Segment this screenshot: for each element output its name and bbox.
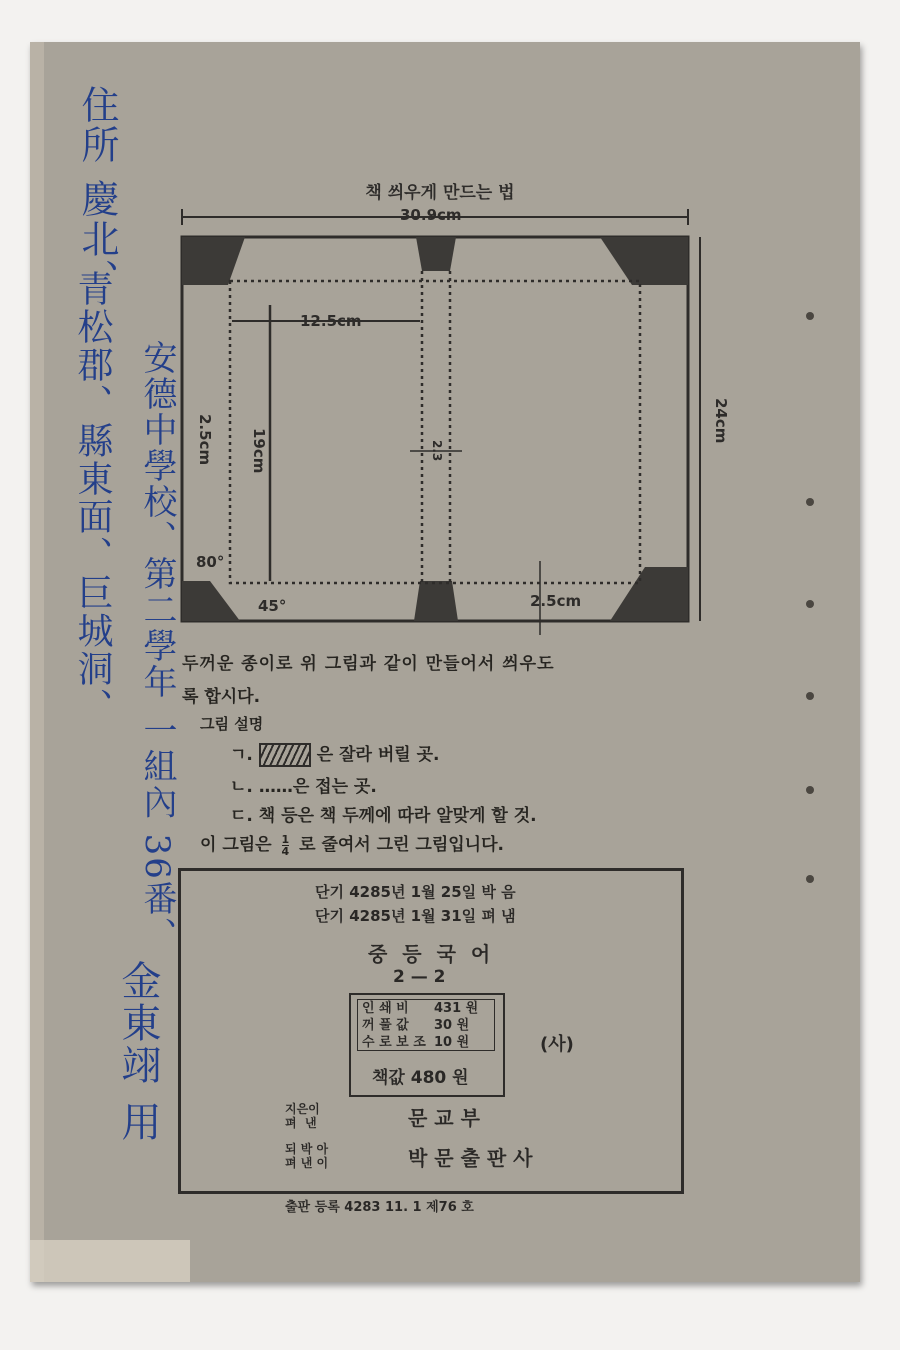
total-price: 책값 480 원	[372, 1068, 469, 1088]
legend-item-fold-text: ……은 접는 곳.	[258, 777, 377, 797]
print-date: 단기 4285년 1월 25일 박 음	[315, 883, 516, 901]
legend-item-cut-text: 은 잘라 버릴 곳.	[316, 745, 440, 765]
cover-left-edge	[30, 42, 44, 1282]
margin-bottom-label: 2.5cm	[530, 592, 582, 610]
instruction-line-1: 두꺼운 종이로 위 그림과 같이 만들어서 씌우도	[182, 654, 555, 674]
scale-note-suffix: 로 줄여서 그린 그림입니다.	[299, 835, 504, 855]
diagram-title: 책 씌우게 만드는 법	[365, 183, 515, 203]
handwriting-address-2: 青松郡、縣東面、巨城洞、	[72, 270, 113, 726]
instruction-line-2: 록 합시다.	[182, 687, 261, 707]
margin-left-label: 2.5cm	[196, 414, 214, 466]
binding-hole	[806, 600, 814, 608]
cut-region	[610, 567, 688, 621]
binding-hole	[806, 498, 814, 506]
scale-numerator: 1	[281, 832, 290, 846]
book-cover-diagram	[170, 195, 730, 645]
author: 문 교 부	[408, 1106, 480, 1130]
price-subsidy-value: 10 원	[434, 1035, 470, 1050]
cut-region	[414, 581, 458, 621]
legend-item-fold-prefix: ㄴ.	[230, 777, 253, 797]
legend-item-spine: ㄷ. 책 등은 책 두께에 따라 알맞게 할 것.	[230, 806, 537, 826]
cut-region	[182, 237, 245, 285]
worn-corner	[30, 1240, 190, 1282]
scale-fraction	[282, 834, 290, 857]
legend-item-cut	[230, 740, 439, 767]
price-printing-label: 인 쇄 비	[362, 1001, 409, 1016]
price-printing-value: 431 원	[434, 1001, 479, 1016]
publish-date: 단기 4285년 1월 31일 펴 냄	[315, 907, 516, 925]
volume-number: 2 — 2	[393, 967, 446, 987]
cut-region	[416, 237, 456, 271]
handwriting-owner: 金東翊 用	[115, 960, 161, 1143]
cut-region	[182, 581, 240, 621]
width-label: 30.9cm	[400, 206, 462, 224]
inner-height-label: 19cm	[250, 428, 268, 474]
binding-hole	[806, 875, 814, 883]
publisher-label: 되 박 아 펴 낸 이	[285, 1142, 329, 1170]
handwriting-address-1: 住所 慶北、	[75, 85, 119, 300]
book-title: 중 등 국 어	[368, 942, 495, 966]
series-mark: (사)	[540, 1034, 574, 1055]
registration-number: 출판 등록 4283 11. 1 제76 호	[285, 1200, 474, 1215]
legend-item-fold	[230, 772, 377, 797]
spine-label: 2.3	[430, 440, 444, 462]
binding-hole	[806, 786, 814, 794]
scale-note	[200, 830, 504, 857]
inner-width-label: 12.5cm	[300, 312, 362, 330]
publisher: 박 문 출 판 사	[408, 1146, 533, 1170]
angle-45-label: 45°	[258, 597, 287, 615]
binding-hole	[806, 312, 814, 320]
scale-note-prefix: 이 그림은	[200, 835, 272, 855]
angle-80-label: 80°	[196, 553, 225, 571]
handwriting-school: 安德中學校、第二學年 一組內 36番、	[137, 340, 177, 953]
scale-denominator: 4	[281, 844, 290, 858]
price-cover-value: 30 원	[434, 1018, 470, 1033]
hatch-swatch	[259, 743, 311, 767]
price-subsidy-label: 수 로 보 조	[362, 1035, 426, 1050]
height-label: 24cm	[712, 398, 730, 444]
price-cover-label: 꺼 풀 값	[362, 1018, 409, 1033]
fold-lines	[230, 281, 640, 583]
author-label: 지은이 펴 낸	[285, 1102, 320, 1130]
legend-heading: 그림 설명	[200, 715, 264, 733]
binding-hole	[806, 692, 814, 700]
legend-item-cut-prefix: ㄱ.	[230, 745, 253, 765]
cut-region	[600, 237, 688, 285]
